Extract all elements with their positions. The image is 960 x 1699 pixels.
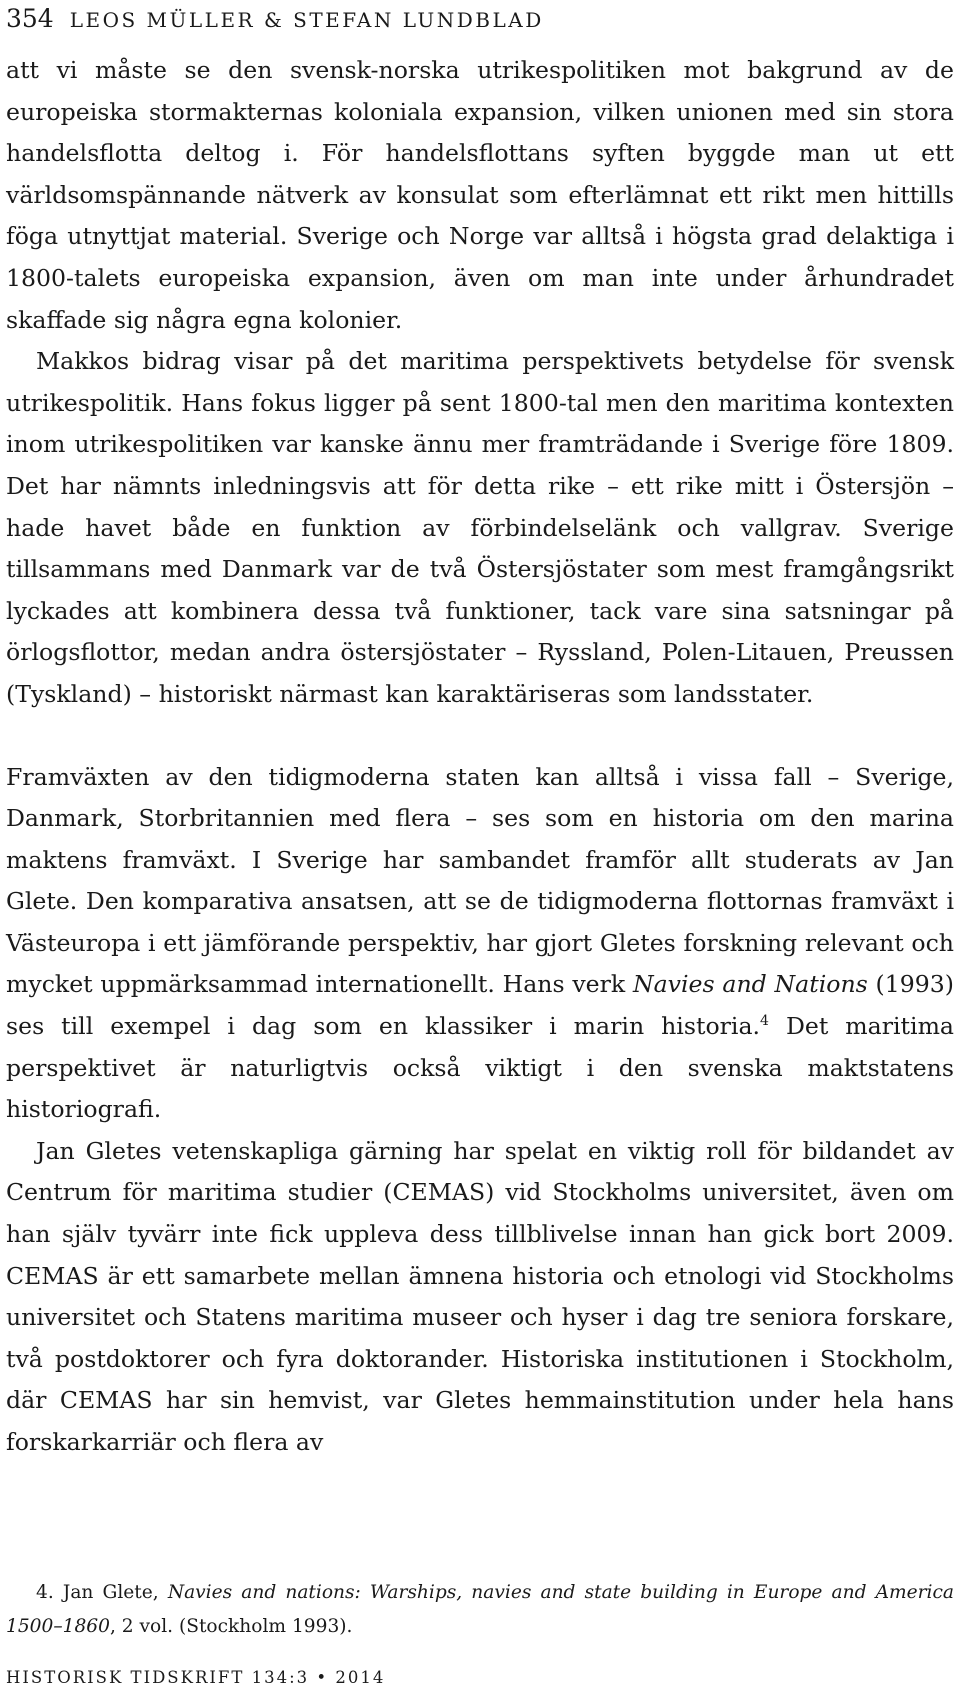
body-text <box>6 50 954 1464</box>
footnote-4 <box>6 1576 954 1644</box>
paragraph-3-part-1: Framväxten av den tidigmoderna staten kan alltså i vissa fall – Sverige, Danmark, Storbritannien med flera – ses som en historia om den marina maktens framväxt. I Sverige har sambandet framför allt studerats av Jan Glete. Den komparativa ansatsen, att se de tidigmoderna flottornas framväxt i Västeuropa i ett jämförande perspektiv, har gjort Gletes forskning relevant och mycket uppmärksammad internationellt. Hans verk <box>6 762 954 999</box>
paragraph-3 <box>6 757 954 1131</box>
footnote-book-title: Navies and nations: Warships, navies and state building in Europe and America 1500–1860 <box>6 1582 954 1637</box>
page-number: 354 <box>6 4 54 33</box>
paragraph-3-part-3: Det maritima perspektivet är naturligtvis också viktigt i den svenska maktstatens historiografi. <box>6 1012 955 1124</box>
paragraph-2: Makkos bidrag visar på det maritima perspektivets betydelse för svensk utrikespolitik. Hans fokus ligger på sent 1800-tal men den maritima kontexten inom utrikespolitiken var kanske ännu mer framträdande i Sverige före 1809. Det har nämnts inledningsvis att för detta rike – ett rike mitt i Östersjön – hade havet både en funktion av förbindelselänk och vallgrav. Sverige tillsammans med Danmark var de två Östersjöstater som mest framgångsrikt lyckades att kombinera dessa två funktioner, tack vare sina satsningar på örlogsflottor, medan andra östersjöstater – Ryssland, Polen-Litauen, Preussen (Tyskland) – historiskt närmast kan karaktäriseras som landsstater. <box>6 347 954 708</box>
paragraph-1: att vi måste se den svensk-norska utrikespolitiken mot bakgrund av de europeiska stormakternas koloniala expansion, vilken unionen med sin stora handelsflotta deltog i. För handelsflottans syften byggde man ut ett världsomspännande nätverk av konsulat som efterlämnat ett rikt men hittills föga utnyttjat material. Sverige och Norge var alltså i högsta grad delaktiga i 1800-talets europeiska expansion, även om man inte under århundradet skaffade sig några egna kolonier. <box>6 56 954 334</box>
running-head <box>6 4 946 36</box>
book-title-navies-and-nations: Navies and Nations <box>632 970 868 999</box>
footnote-details: , 2 vol. (Stockholm 1993). <box>109 1616 353 1637</box>
paragraph-3-part-2: (1993) ses till exempel i dag som en klassiker i marin historia. <box>6 970 954 1041</box>
footnote-reference-4[interactable]: 4 <box>760 1013 769 1030</box>
running-head-authors: LEOS MÜLLER & STEFAN LUNDBLAD <box>69 8 544 32</box>
paragraph-4: Jan Gletes vetenskapliga gärning har spelat en viktig roll för bildandet av Centrum för maritima studier (CEMAS) vid Stockholms universitet, även om han själv tyvärr inte fick uppleva dess tillblivelse innan han gick bort 2009. CEMAS är ett samarbete mellan ämnena historia och etnologi vid Stockholms universitet och Statens maritima museer och hyser i dag tre seniora forskare, två postdoktorer och fyra doktorander. Historiska institutionen i Stockholm, där CEMAS har sin hemvist, var Gletes hemmainstitution under hela hans forskarkarriär och flera av <box>6 1136 954 1456</box>
footnote-number: 4. <box>36 1582 54 1603</box>
running-foot-journal: HISTORISK TIDSKRIFT 134:3 • 2014 <box>6 1668 386 1687</box>
footnote-author: Jan Glete, <box>62 1582 168 1603</box>
